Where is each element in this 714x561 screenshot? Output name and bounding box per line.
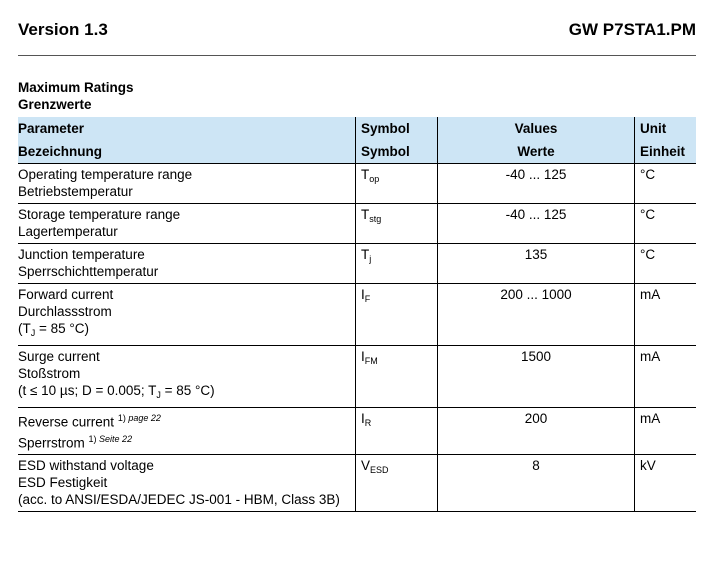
col-header-values: Values xyxy=(438,117,635,140)
maximum-ratings-table xyxy=(18,117,696,512)
footnote-number: 1) xyxy=(117,413,126,423)
table-row xyxy=(18,455,696,512)
table-row xyxy=(18,346,696,408)
symbol-cell xyxy=(356,408,438,455)
param-de: Durchlassstrom xyxy=(18,304,112,319)
param-en: Reverse current xyxy=(18,414,115,430)
param-en: Surge current xyxy=(18,349,100,364)
parameter-cell xyxy=(18,244,356,284)
footnote-text: Seite 22 xyxy=(96,433,133,444)
param-de-line xyxy=(18,431,355,452)
section-title xyxy=(18,79,134,113)
symbol: T xyxy=(361,247,370,262)
symbol: T xyxy=(361,167,370,182)
footnote-number: 1) xyxy=(88,433,97,444)
value-cell: 135 xyxy=(438,244,635,284)
symbol-subscript: ESD xyxy=(370,465,389,475)
table-row xyxy=(18,244,696,284)
col-header-parameter: Parameter xyxy=(18,121,85,136)
param-condition xyxy=(18,320,355,342)
col-header-einheit: Einheit xyxy=(635,140,697,164)
param-en: Operating temperature range xyxy=(18,167,193,182)
param-en: Forward current xyxy=(18,287,114,302)
value-cell: -40 ... 125 xyxy=(438,164,635,204)
value-cell: 1500 xyxy=(438,346,635,408)
symbol-subscript: R xyxy=(364,418,372,428)
parameter-cell xyxy=(18,204,356,244)
value-cell: 200 xyxy=(438,408,635,455)
symbol-cell xyxy=(356,204,438,244)
symbol: V xyxy=(361,458,371,473)
version-label: Version 1.3 xyxy=(18,20,108,39)
symbol: I xyxy=(361,349,365,364)
footnote-ref xyxy=(118,413,161,423)
symbol-cell xyxy=(356,346,438,408)
value-cell: 200 ... 1000 xyxy=(438,284,635,346)
col-header-symbol-de: Symbol xyxy=(356,140,438,164)
condition-post: = 85 °C) xyxy=(35,321,90,336)
table-row xyxy=(18,408,696,455)
param-en: ESD withstand voltage xyxy=(18,458,154,473)
value-cell: -40 ... 125 xyxy=(438,204,635,244)
condition-pre: (T xyxy=(18,321,31,336)
symbol-cell xyxy=(356,455,438,512)
section-title-en: Maximum Ratings xyxy=(18,80,134,95)
condition-pre: (t ≤ 10 µs; D = 0.005; T xyxy=(18,383,157,398)
col-header-bezeichnung: Bezeichnung xyxy=(18,144,103,159)
parameter-cell xyxy=(18,408,356,455)
unit-cell: mA xyxy=(635,408,697,455)
symbol: I xyxy=(361,411,365,426)
param-de: Betriebstemperatur xyxy=(18,184,133,199)
col-header-unit: Unit xyxy=(635,117,697,140)
parameter-cell xyxy=(18,346,356,408)
param-de: Lagertemperatur xyxy=(18,224,118,239)
symbol-subscript: F xyxy=(364,294,371,304)
unit-cell: mA xyxy=(635,346,697,408)
col-header-werte: Werte xyxy=(438,140,635,164)
part-number: GW P7STA1.PM xyxy=(568,20,696,39)
param-condition: (acc. to ANSI/ESDA/JEDEC JS-001 - HBM, Class 3B) xyxy=(18,492,340,507)
header-row-de xyxy=(18,140,696,164)
unit-cell: kV xyxy=(635,455,697,512)
header-divider xyxy=(18,55,696,56)
parameter-cell xyxy=(18,455,356,512)
symbol: T xyxy=(361,207,370,222)
footnote-ref xyxy=(89,434,133,444)
param-condition xyxy=(18,382,355,404)
symbol-subscript: stg xyxy=(369,214,382,224)
condition-post: = 85 °C) xyxy=(160,383,215,398)
symbol-cell xyxy=(356,164,438,204)
symbol-subscript: j xyxy=(369,254,372,264)
unit-cell: °C xyxy=(635,244,697,284)
unit-cell: °C xyxy=(635,164,697,204)
condition-subscript: J xyxy=(156,390,161,400)
table-row xyxy=(18,164,696,204)
symbol-cell xyxy=(356,244,438,284)
symbol: I xyxy=(361,287,365,302)
symbol-subscript: op xyxy=(369,174,380,184)
condition-subscript: J xyxy=(30,328,36,338)
param-en-line xyxy=(18,410,355,431)
parameter-cell xyxy=(18,164,356,204)
param-de: Sperrstrom xyxy=(18,435,85,450)
value-cell: 8 xyxy=(438,455,635,512)
col-header-symbol: Symbol xyxy=(356,117,438,140)
table-row xyxy=(18,204,696,244)
symbol-cell xyxy=(356,284,438,346)
header-row-en xyxy=(18,117,696,140)
unit-cell: mA xyxy=(635,284,697,346)
section-title-de: Grenzwerte xyxy=(18,97,92,112)
param-en: Junction temperature xyxy=(18,247,145,262)
page-header xyxy=(18,20,696,44)
param-de: Sperrschichttemperatur xyxy=(18,264,159,279)
unit-cell: °C xyxy=(635,204,697,244)
symbol-subscript: FM xyxy=(364,356,378,366)
param-de: Stoßstrom xyxy=(18,366,81,381)
param-en: Storage temperature range xyxy=(18,207,181,222)
footnote-text: page 22 xyxy=(125,413,161,423)
param-de: ESD Festigkeit xyxy=(18,475,108,490)
table-row xyxy=(18,284,696,346)
parameter-cell xyxy=(18,284,356,346)
